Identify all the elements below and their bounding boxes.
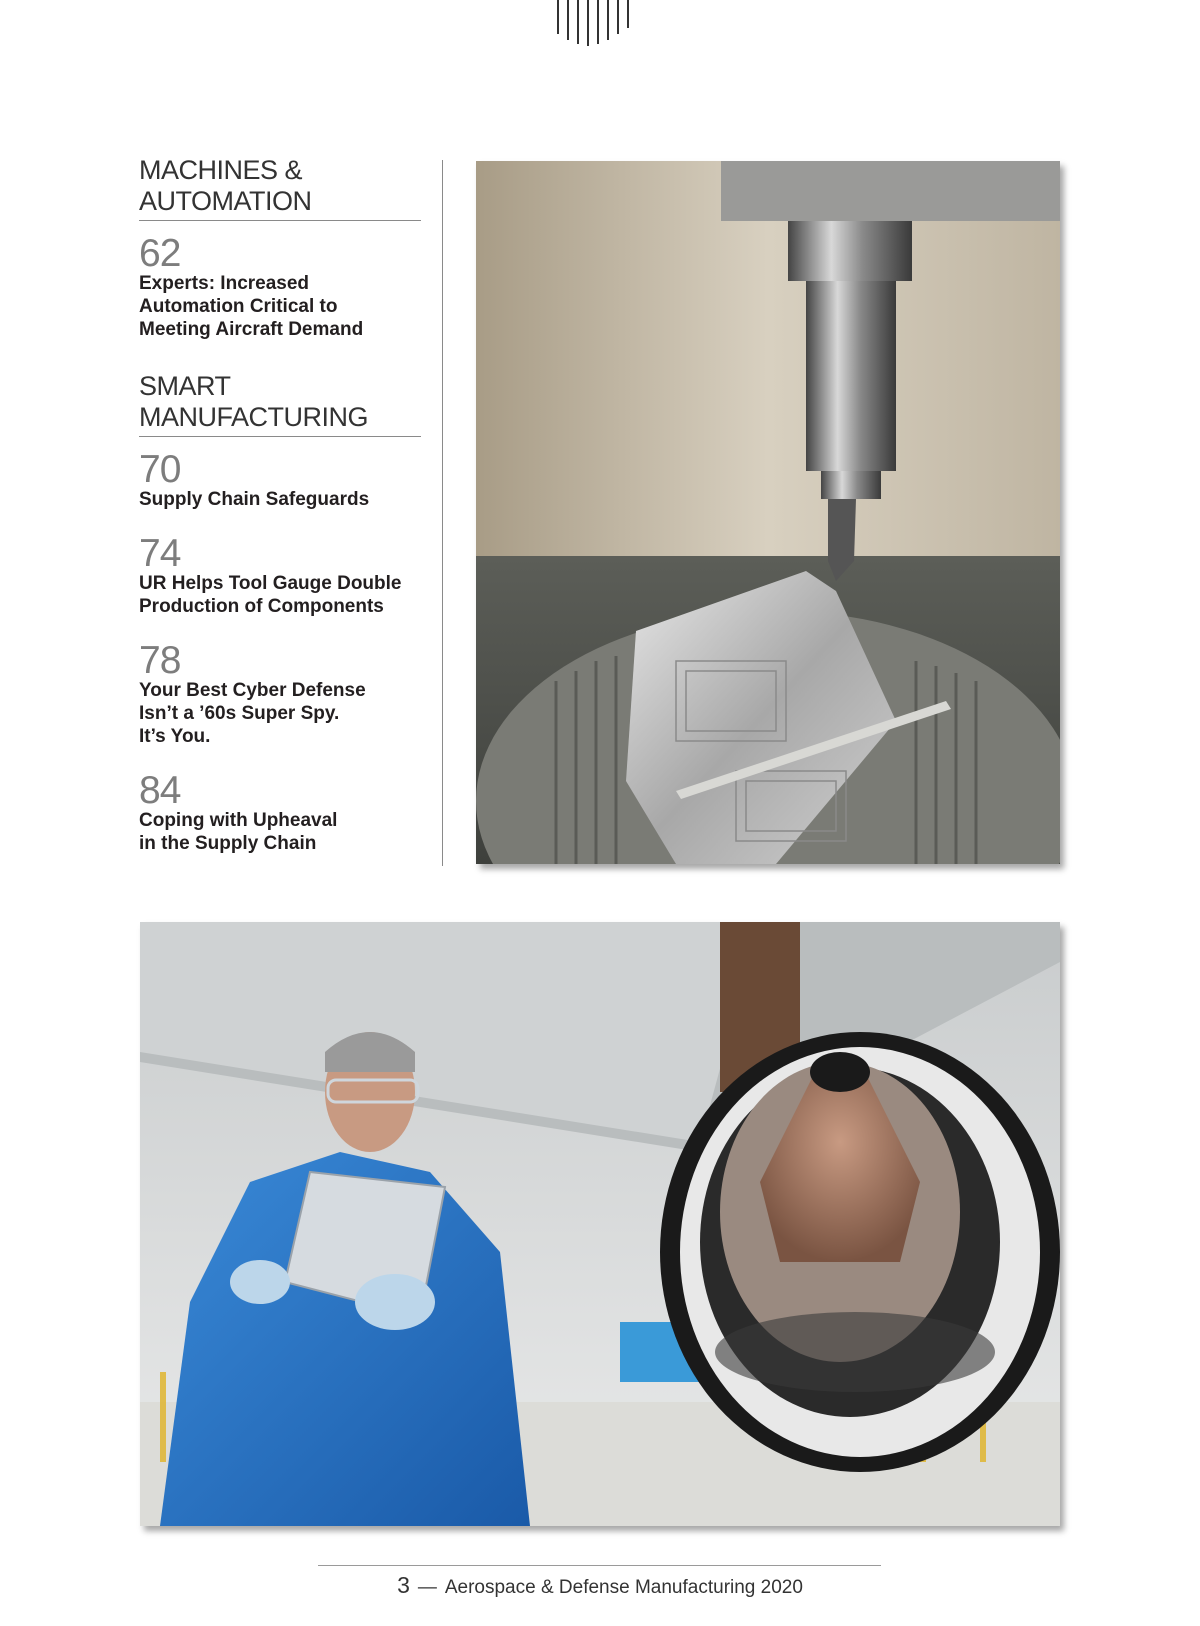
toc-entry[interactable]	[139, 448, 421, 511]
toc-article-title: Your Best Cyber Defense Isn’t a ’60s Super Spy. It’s You.	[139, 680, 366, 747]
section-title-smart-manufacturing: SMART MANUFACTURING	[139, 371, 421, 437]
top-decorative-lines	[557, 0, 637, 48]
toc-page-number: 74	[139, 532, 181, 575]
vertical-divider	[442, 160, 443, 866]
footer-dash: —	[417, 1577, 437, 1598]
aircraft-engine-technician-photo	[140, 922, 1060, 1526]
table-of-contents	[139, 155, 421, 855]
toc-page-number: 70	[139, 448, 181, 491]
page-footer	[0, 1572, 1200, 1599]
toc-page-number: 62	[139, 232, 181, 275]
toc-article-title: Coping with Upheaval in the Supply Chain	[139, 810, 338, 854]
toc-entry[interactable]	[139, 769, 421, 855]
toc-entry[interactable]	[139, 232, 421, 341]
section-title-machines-automation: MACHINES & AUTOMATION	[139, 155, 421, 221]
toc-page-number: 78	[139, 639, 181, 682]
toc-page-number: 84	[139, 769, 181, 812]
toc-entry[interactable]	[139, 532, 421, 618]
cnc-machining-photo	[476, 161, 1060, 864]
publication-name: Aerospace & Defense Manufacturing 2020	[444, 1577, 803, 1598]
toc-article-title: Supply Chain Safeguards	[139, 489, 370, 510]
toc-article-title: UR Helps Tool Gauge Double Production of Components	[139, 573, 402, 617]
footer-rule	[318, 1565, 881, 1566]
toc-article-title: Experts: Increased Automation Critical to Meeting Aircraft Demand	[139, 273, 364, 340]
toc-entry[interactable]	[139, 639, 421, 748]
page-number: 3	[397, 1572, 410, 1598]
